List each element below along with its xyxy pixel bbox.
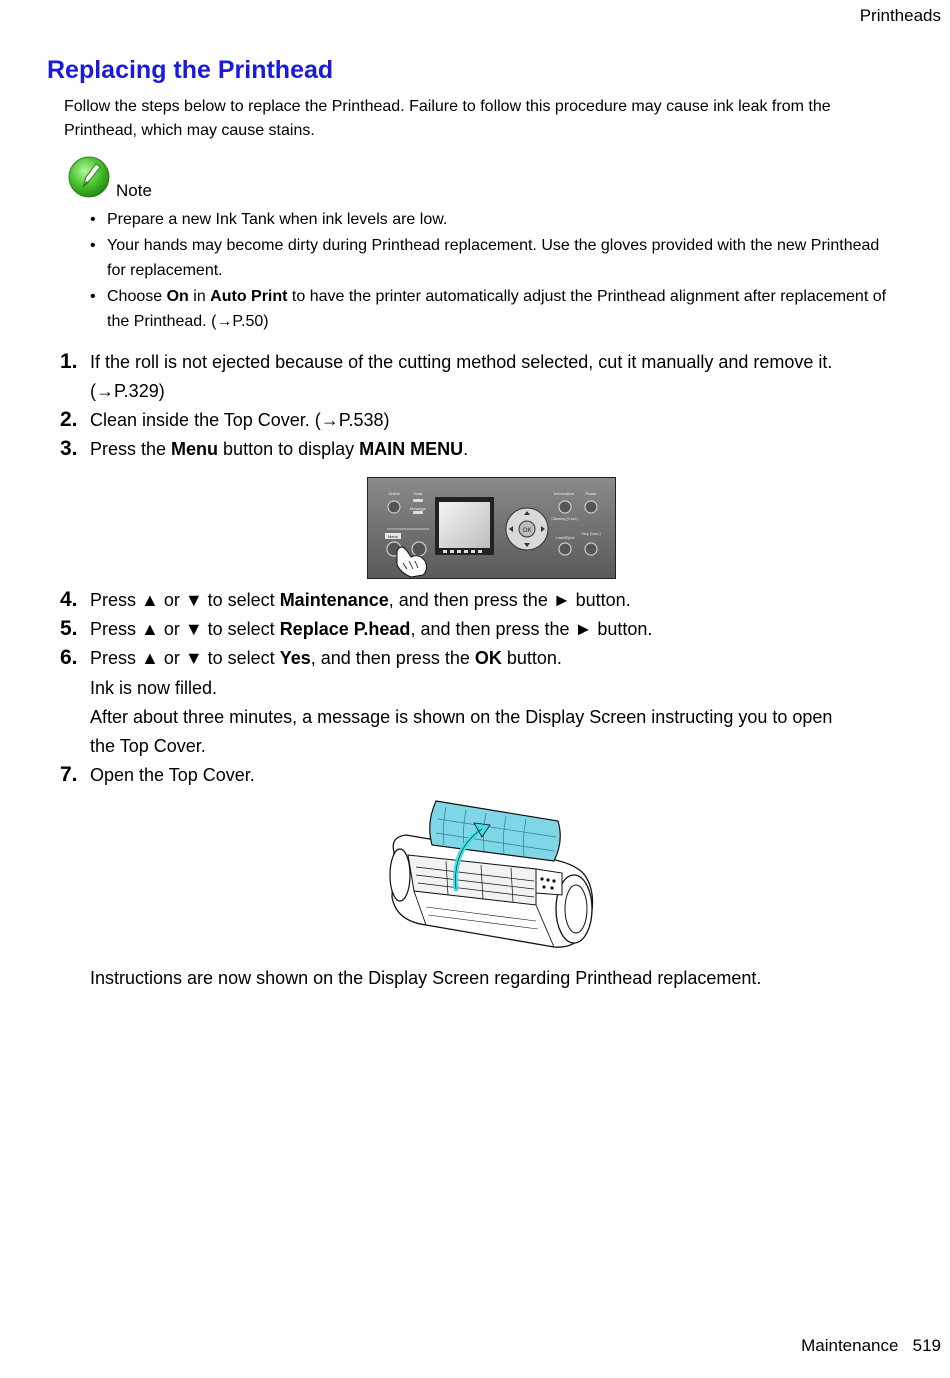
panel-label-power: Power xyxy=(585,491,597,496)
printer-open-cover-illustration xyxy=(386,797,598,957)
step-text: Press ▲ or ▼ to select Maintenance, and then press the ► button. xyxy=(90,590,631,610)
intro-paragraph: Follow the steps below to replace the Printhead. Failure to follow this procedure may cause ink leak from the Printhead, which may cause stains. xyxy=(64,98,831,139)
note-label: Note xyxy=(116,181,152,200)
footer-section: Maintenance xyxy=(801,1336,899,1355)
note-item: • Your hands may become dirty during Printhead replacement. Use the gloves provided with the new Printhead for replacement. xyxy=(90,233,890,283)
running-footer xyxy=(801,1336,941,1356)
note-item: • Prepare a new Ink Tank when ink levels are low. xyxy=(90,207,890,232)
page-number: 519 xyxy=(912,1336,941,1355)
step-text: Press ▲ or ▼ to select Yes, and then press the OK button. xyxy=(90,648,562,668)
step-number: 2. xyxy=(60,408,78,431)
note-item: • Choose On in Auto Print to have the printer automatically adjust the Printhead alignment after replacement of the Printhead. (→P.50) xyxy=(90,284,890,334)
step-text: Clean inside the Top Cover. (→P.538) xyxy=(90,410,390,430)
panel-label-ok: OK xyxy=(522,528,532,534)
step-6-result-line: the Top Cover. xyxy=(90,736,206,756)
final-instruction: Instructions are now shown on the Display Screen regarding Printhead replacement. xyxy=(90,968,762,988)
panel-label-load-eject: Load/Eject xyxy=(555,535,575,540)
panel-label-data: Data xyxy=(413,491,423,496)
step-text: If the roll is not ejected because of the cutting method selected, cut it manually and remove it. xyxy=(90,352,833,372)
step-number: 1. xyxy=(60,350,78,373)
page-title: Replacing the Printhead xyxy=(47,56,334,84)
step-number: 7. xyxy=(60,763,78,786)
step-number: 6. xyxy=(60,646,78,669)
step-6-result-line: After about three minutes, a message is shown on the Display Screen instructing you to open xyxy=(90,707,833,727)
step-text: Press the Menu button to display MAIN MENU. xyxy=(90,439,469,459)
panel-label-online: Online xyxy=(388,491,400,496)
panel-label-message: Message xyxy=(409,506,427,511)
panel-label-stop: Stop (1sec.) xyxy=(581,532,601,536)
note-list xyxy=(90,207,890,335)
step-text: Open the Top Cover. xyxy=(90,765,255,785)
running-header: Printheads xyxy=(859,6,941,25)
panel-label-cleaning: Cleaning (3 sec.) xyxy=(551,517,579,521)
step-number: 4. xyxy=(60,588,78,611)
panel-label-menu: Menu xyxy=(387,534,399,539)
step-number: 3. xyxy=(60,437,78,460)
step-6-result-line: Ink is now filled. xyxy=(90,678,218,698)
step-text: Press ▲ or ▼ to select Replace P.head, and then press the ► button. xyxy=(90,619,653,639)
step-1-reference: (→P.329) xyxy=(90,381,165,401)
note-pencil-icon xyxy=(67,155,111,199)
step-number: 5. xyxy=(60,617,78,640)
panel-label-information: Information xyxy=(553,491,575,496)
control-panel-illustration xyxy=(367,477,616,579)
